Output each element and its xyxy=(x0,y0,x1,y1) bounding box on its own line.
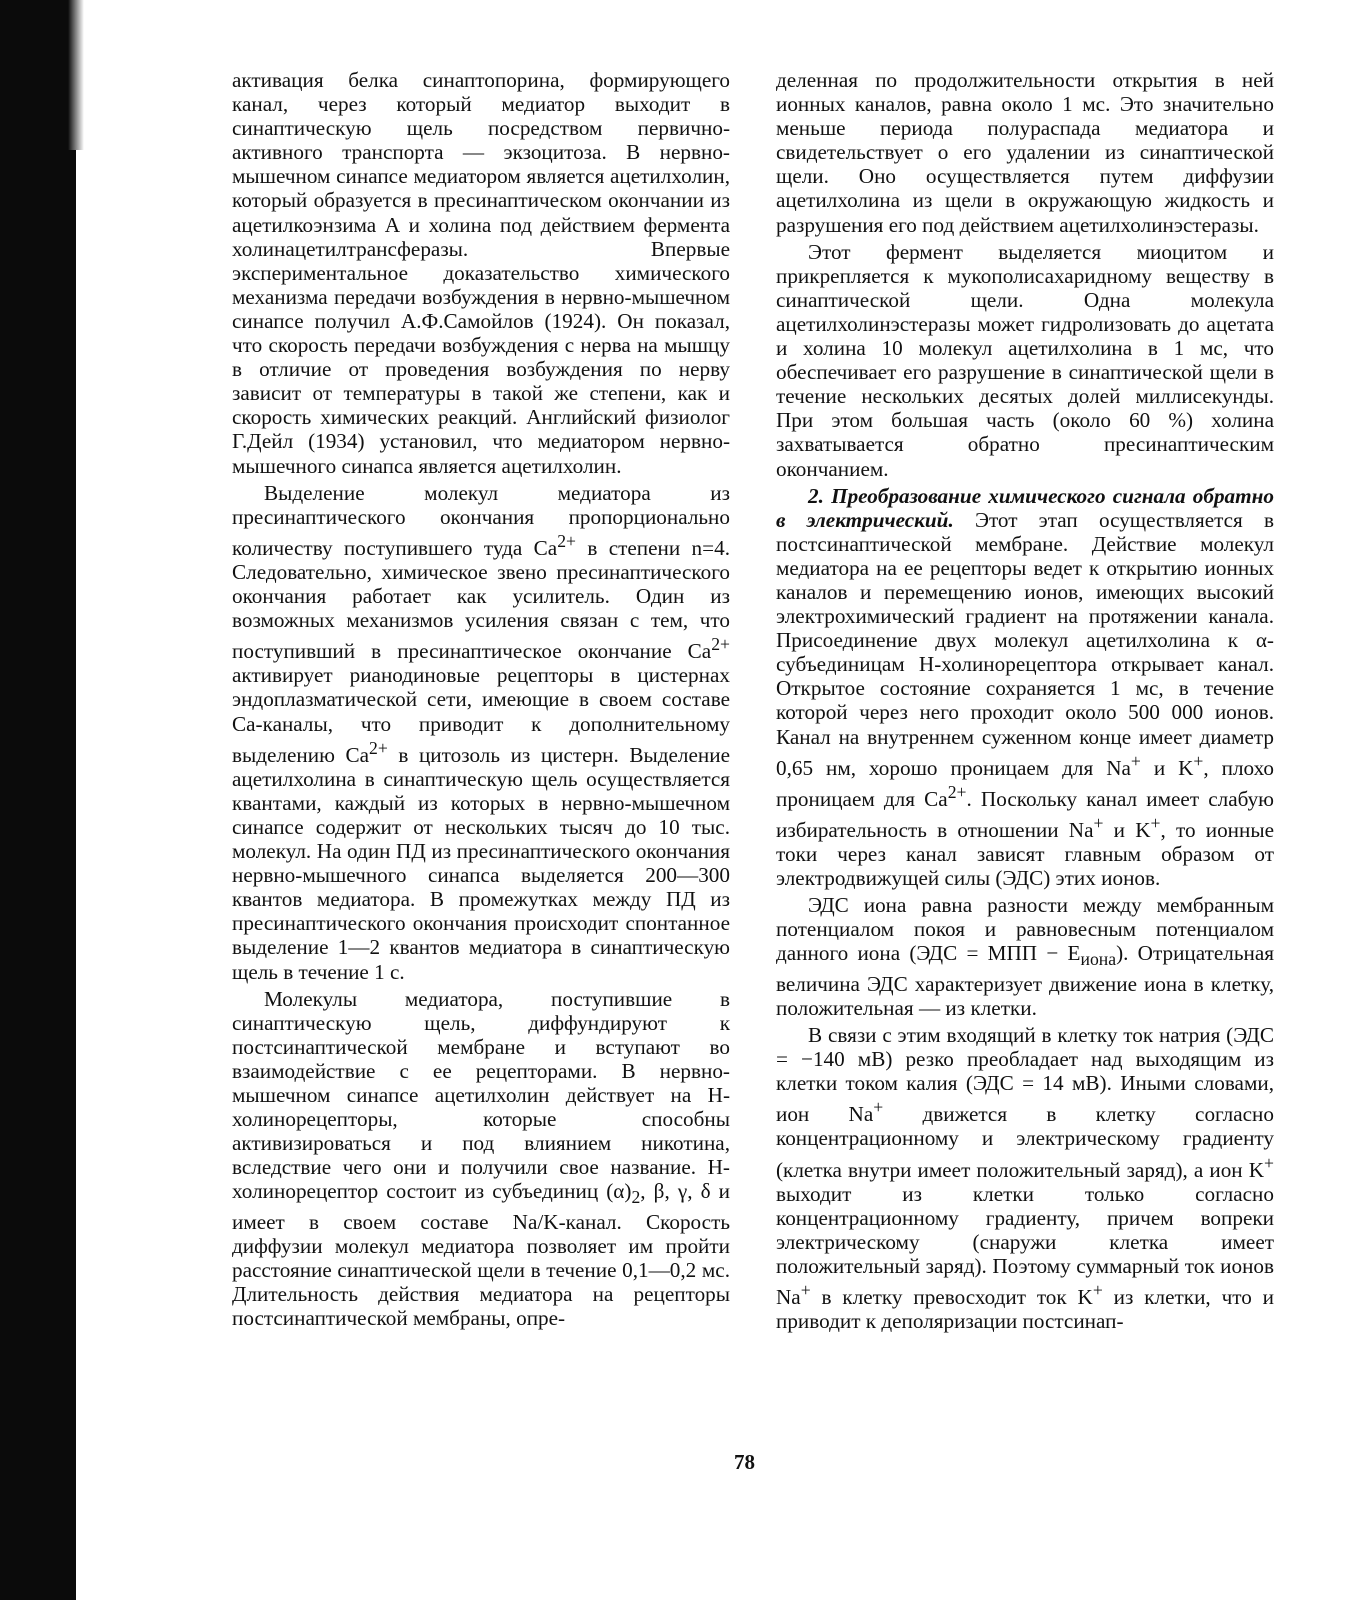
text-run: в клетку превосходит ток K xyxy=(810,1285,1093,1310)
text-run: , то ионные токи через канал зависят главным образом от электродвижущей силы (ЭДС) этих ионов. xyxy=(776,818,1274,891)
superscript: + xyxy=(1264,1152,1274,1173)
text-run: Этот этап осуществляется в постсинаптической мембране. Действие молекул медиатора на ее рецепторы ведет к открытию ионных каналов и перемещению ионов, имеющих высокий электрохимический градиент на протяжении канала. Присоединение двух молекул ацетилхолина к α-субъединицам Н-холинорецептора открывает канал. Открытое состояние сохраняется 1 мс, в течение которой через него проходит около 500 000 ионов. Канал на внутреннем суженном конце имеет диаметр 0,65 нм, хорошо проницаем для Na xyxy=(776,507,1274,780)
text-run: в цитозоль из цистерн. Выделение ацетилхолина в синаптическую щель осуществляется квантами, каждый из которых в нервно-мышечном синапсе содержит от нескольких тысяч до 10 тыс. молекул. На один ПД из пресинаптического окончания нервно-мышечного синапса выделяется 200—300 квантов медиатора. В промежутках между ПД из пресинаптического окончания происходит спонтанное выделение 1—2 квантов медиатора в синаптическую щель в течение 1 с. xyxy=(232,742,730,984)
text-run: движется в клетку согласно концентрационному и электрическому градиенту (клетка внутри имеет положительный заряд), а ион K xyxy=(776,1102,1274,1182)
scan-dark-edge xyxy=(0,0,76,1600)
text-run: ). Отрицательная величина ЭДС характеризует движение иона в клетку, положительная — из клетки. xyxy=(776,941,1275,1020)
text-run: ЭДС иона равна разности между мембранным потенциалом покоя и равновесным потенциалом данного иона (ЭДС = МПП − Е xyxy=(776,893,1274,966)
text-run: и K xyxy=(1103,818,1151,842)
right-text-column xyxy=(776,68,1274,1333)
text-run: . Поскольку канал имеет слабую избирательность в отношении Na xyxy=(776,786,1274,842)
text-run: и K xyxy=(1140,755,1194,780)
superscript: + xyxy=(1150,812,1161,833)
subscript: 2 xyxy=(631,1187,641,1208)
superscript: + xyxy=(1092,1280,1103,1301)
text-run: Молекулы медиатора, поступившие в синаптическую щель, диффундируют к постсинаптической мембране и вступают во взаимодействие с ее рецепторами. В нервно-мышечном синапсе ацетилхолин действует на Н-холинорецепторы, которые способны активизироваться и под влиянием никотина, вследствие чего они и получили свое название. Н-холинорецептор состоит из субъединиц (α) xyxy=(232,986,730,1204)
paragraph xyxy=(232,68,730,478)
paragraph xyxy=(232,481,730,984)
text-run: , плохо проницаем для Са xyxy=(776,755,1274,811)
superscript: 2+ xyxy=(557,530,576,551)
paragraph xyxy=(776,893,1274,1020)
superscript: + xyxy=(800,1280,811,1301)
text-run: Этот фермент выделяется миоцитом и прикрепляется к мукополисахаридному веществу в синаптической щели. Одна молекула ацетилхолинэстеразы может гидролизовать до ацетата и холина 10 молекул ацетилхолина в 1 мс, что обеспечивает его разрушение в синаптической щели в течение нескольких десятых долей миллисекунды. При этом большая часть (около 60 %) холина захватывается обратно пресинаптическим окончанием. xyxy=(776,239,1274,481)
text-run: выходит из клетки только согласно концентрационному градиенту, причем вопреки электрическому (снаружи клетка имеет положительный заряд). Поэтому суммарный ток ионов Na xyxy=(776,1181,1274,1310)
superscript: + xyxy=(1193,750,1204,771)
text-run: в степени n=4. Следовательно, химическое звено пресинаптического окончания работает как усилитель. Один из возможных механизмов усиления связан с тем, что поступивший в пресинаптическое окончание Са xyxy=(232,535,730,664)
text-run: активирует рианодиновые рецепторы в цистернах эндоплазматической сети, имеющие в своем составе Са-каналы, что приводит к дополнительному выделению Са xyxy=(232,663,730,767)
paragraph xyxy=(232,987,730,1331)
paragraph xyxy=(776,1023,1274,1333)
paragraph xyxy=(776,68,1274,237)
text-run: В связи с этим входящий в клетку ток натрия (ЭДС = −140 мВ) резко преобладает над выходящим из клетки током калия (ЭДС = 14 мВ). Иными словами, ион Na xyxy=(776,1022,1274,1127)
text-run: из клетки, что и приводит к деполяризации постсинап- xyxy=(776,1285,1274,1334)
superscript: 2+ xyxy=(947,781,967,802)
superscript: 2+ xyxy=(369,737,388,758)
text-run: , β, γ, δ и имеет в своем составе Na/K-канал. Скорость диффузии молекул медиатора позволяет им пройти расстояние синаптической щели в течение 0,1—0,2 мс. Длительность действия медиатора на рецепторы постсинаптической мембраны, опре- xyxy=(232,1179,730,1331)
superscript: + xyxy=(873,1097,884,1118)
scan-edge-shadow xyxy=(44,0,84,150)
superscript: + xyxy=(1130,750,1141,771)
text-run: активация белка синаптопорина, формирующего канал, через который медиатор выходит в синаптическую щель посредством первично-активного транспорта — экзоцитоза. В нервно-мышечном синапсе медиатором является ацетилхолин, который образуется в пресинаптическом окончании из ацетилкоэнзима А и холина под действием фермента холинацетилтрансферазы. Впервые экспериментальное доказательство химического механизма передачи возбуждения в нервно-мышечном синапсе получил А.Ф.Самойлов (1924). Он показал, что скорость передачи возбуждения с нерва на мышцу в отличие от проведения возбуждения по нерву зависит от температуры в такой же степени, как и скорость химических реакций. Английский физиолог Г.Дейл (1934) установил, что медиатором нервно-мышечного синапса является ацетилхолин. xyxy=(232,68,730,478)
superscript: 2+ xyxy=(711,634,730,655)
paragraph xyxy=(776,484,1274,891)
page-number: 78 xyxy=(734,1450,755,1474)
subscript: иона xyxy=(1080,949,1117,970)
section-heading: 2. Преобразование химического сигнала обратно в электрический. xyxy=(776,483,1274,532)
text-run: деленная по продолжительности открытия в ней ионных каналов, равна около 1 мс. Это значительно меньше периода полураспада медиатора и свидетельствует о его удалении из синаптической щели. Оно осуществляется путем диффузии ацетилхолина из щели в окружающую жидкость и разрушения его под действием ацетилхолинэстеразы. xyxy=(776,68,1274,237)
left-text-column xyxy=(232,68,730,1330)
superscript: + xyxy=(1093,812,1104,833)
text-run: Выделение молекул медиатора из пресинаптического окончания пропорционально количеству поступившего туда Са xyxy=(232,480,730,560)
paragraph xyxy=(776,240,1274,481)
